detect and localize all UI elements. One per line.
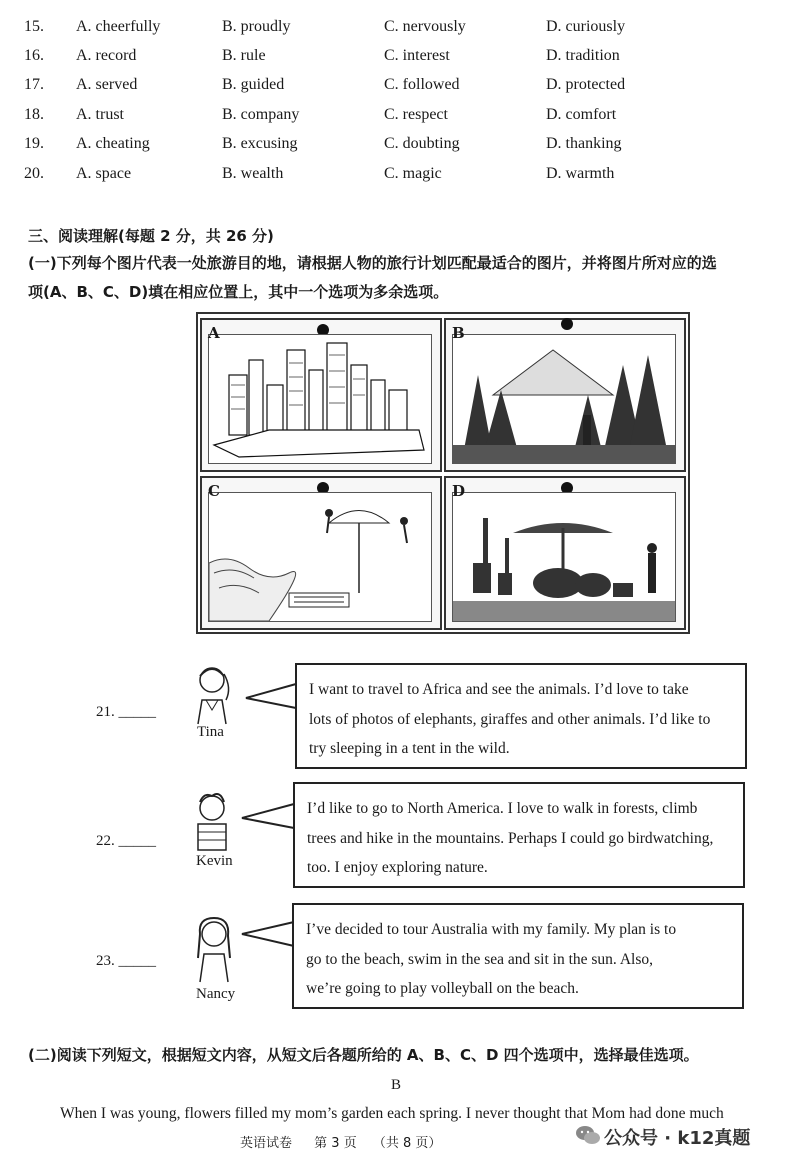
- section-title: 三、阅读理解(每题 2 分，共 26 分): [28, 227, 274, 245]
- question-number: 15.: [24, 18, 44, 35]
- girl-avatar-icon: [190, 914, 238, 984]
- beach-icon: [208, 492, 432, 622]
- question-number: 19.: [24, 135, 44, 152]
- bubble-line: too. I enjoy exploring nature.: [307, 859, 488, 876]
- bubble-line: I’ve decided to tour Australia with my family. My plan is to: [306, 921, 677, 938]
- watermark-text: 公众号 · k12真题: [604, 1128, 751, 1149]
- bubble-line: trees and hike in the mountains. Perhaps I could go birdwatching,: [307, 829, 714, 847]
- page-footer: [240, 1132, 441, 1151]
- option-a: A. record: [76, 47, 137, 64]
- passage-text: When I was young, flowers filled my mom’s garden each spring. I never thought that Mom had done much: [60, 1105, 724, 1122]
- picture-label: B: [452, 324, 465, 342]
- passage-label: B: [391, 1077, 402, 1093]
- option-d: D. thanking: [546, 135, 622, 152]
- choice-row-20: [0, 165, 800, 193]
- option-a: A. trust: [76, 106, 124, 123]
- savanna-animals-icon: [452, 492, 676, 622]
- option-b: B. wealth: [222, 165, 284, 182]
- forest-mountain-icon: [452, 334, 676, 464]
- option-d: D. tradition: [546, 47, 620, 64]
- footer-subject: 英语试卷: [240, 1136, 293, 1151]
- picture-c: [200, 476, 442, 630]
- answer-blank-21[interactable]: 21. _____: [96, 704, 156, 720]
- option-c: C. nervously: [384, 18, 466, 35]
- option-b: B. company: [222, 106, 300, 123]
- footer-total: （共 8 页）: [372, 1136, 442, 1151]
- person-name: Tina: [197, 724, 224, 740]
- person-name: Nancy: [196, 986, 236, 1002]
- option-b: B. guided: [222, 76, 285, 93]
- option-a: A. served: [76, 76, 138, 93]
- speech-bubble-nancy: [292, 903, 744, 1009]
- option-b: B. proudly: [222, 18, 291, 35]
- option-b: B. excusing: [222, 135, 298, 152]
- question-number: 16.: [24, 47, 44, 64]
- picture-b: [444, 318, 686, 472]
- bubble-line: go to the beach, swim in the sea and sit in the sun. Also,: [306, 950, 653, 968]
- option-a: A. cheating: [76, 135, 150, 152]
- speech-bubble-tina: [295, 663, 747, 769]
- instruction-line-2: 项(A、B、C、D)填在相应位置上，其中一个选项为多余选项。: [28, 283, 449, 301]
- bubble-tail: [244, 678, 298, 714]
- bubble-line: try sleeping in a tent in the wild.: [309, 740, 510, 757]
- person-name: Kevin: [196, 853, 233, 869]
- picture-label: D: [452, 482, 466, 500]
- option-d: D. protected: [546, 76, 626, 93]
- choice-row-16: [0, 47, 800, 75]
- footer-page: 第 3 页: [314, 1136, 357, 1151]
- boy-avatar-icon: [190, 790, 234, 854]
- option-c: C. followed: [384, 76, 460, 93]
- part2-instruction: (二)阅读下列短文，根据短文内容，从短文后各题所给的 A、B、C、D 四个选项中，选择最佳选项。: [28, 1046, 699, 1064]
- option-b: B. rule: [222, 47, 266, 64]
- wechat-icon: [575, 1124, 601, 1146]
- answer-blank-23[interactable]: 23. _____: [96, 953, 156, 969]
- pin-icon: [561, 318, 573, 330]
- choice-row-15: [0, 18, 800, 46]
- option-c: C. respect: [384, 106, 448, 123]
- question-number: 20.: [24, 165, 44, 182]
- choice-row-18: [0, 106, 800, 134]
- choice-row-19: [0, 135, 800, 163]
- question-number: 18.: [24, 106, 44, 123]
- bubble-line: I want to travel to Africa and see the animals. I’d love to take: [309, 681, 689, 698]
- part1-instruction: [28, 249, 780, 307]
- option-d: D. curiously: [546, 18, 626, 35]
- picture-label: C: [208, 482, 220, 500]
- option-a: A. cheerfully: [76, 18, 161, 35]
- answer-blank-22[interactable]: 22. _____: [96, 833, 156, 849]
- choice-row-17: [0, 76, 800, 104]
- picture-d: [444, 476, 686, 630]
- option-c: C. interest: [384, 47, 450, 64]
- option-d: D. warmth: [546, 165, 615, 182]
- speech-bubble-kevin: [293, 782, 745, 888]
- option-d: D. comfort: [546, 106, 617, 123]
- option-a: A. space: [76, 165, 132, 182]
- bubble-tail: [240, 918, 296, 952]
- bubble-line: I’d like to go to North America. I love to walk in forests, climb: [307, 800, 698, 817]
- bubble-line: lots of photos of elephants, giraffes and other animals. I’d like to: [309, 710, 711, 728]
- girl-avatar-icon: [190, 662, 234, 726]
- instruction-line-1: (一)下列每个图片代表一处旅游目的地，请根据人物的旅行计划匹配最适合的图片，并将图片所对应的选: [28, 254, 717, 272]
- destination-pictures: [196, 312, 690, 634]
- picture-label: A: [208, 324, 220, 342]
- picture-a: [200, 318, 442, 472]
- option-c: C. magic: [384, 165, 442, 182]
- option-c: C. doubting: [384, 135, 460, 152]
- city-skyline-icon: [208, 334, 432, 464]
- question-number: 17.: [24, 76, 44, 93]
- bubble-line: we’re going to play volleyball on the beach.: [306, 980, 579, 997]
- bubble-tail: [240, 800, 296, 834]
